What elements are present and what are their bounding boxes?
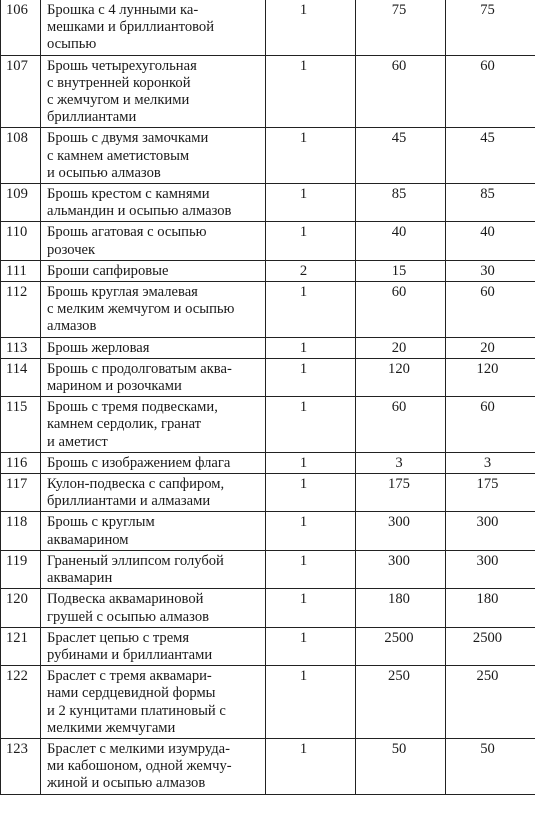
- row-number-cell: 118: [1, 512, 41, 550]
- quantity-cell: 1: [266, 337, 356, 358]
- table-row: [1, 128, 535, 184]
- row-number-cell: 110: [1, 222, 41, 260]
- unit-price-cell: 50: [356, 738, 446, 794]
- unit-price-cell: 180: [356, 589, 446, 627]
- quantity-cell: 1: [266, 452, 356, 473]
- total-price-cell: 3: [446, 452, 535, 473]
- quantity-cell: 1: [266, 222, 356, 260]
- total-price-cell: 60: [446, 55, 535, 128]
- unit-price-cell: 40: [356, 222, 446, 260]
- item-description-cell: Брошь круглая эмалевая с мелким жемчугом и осыпью алмазов: [41, 282, 266, 338]
- total-price-cell: 300: [446, 550, 535, 588]
- row-number-cell: 123: [1, 738, 41, 794]
- item-description-cell: Брошь крестом с камнями альмандин и осыпью алмазов: [41, 184, 266, 222]
- row-number-cell: 116: [1, 452, 41, 473]
- quantity-cell: 1: [266, 397, 356, 453]
- table-row: [1, 55, 535, 128]
- table-row: [1, 512, 535, 550]
- quantity-cell: 1: [266, 512, 356, 550]
- table-row: [1, 222, 535, 260]
- total-price-cell: 120: [446, 358, 535, 396]
- table-row: [1, 627, 535, 665]
- item-description-cell: Брошь с тремя подвесками, камнем сердолик, гранат и аметист: [41, 397, 266, 453]
- quantity-cell: 1: [266, 0, 356, 55]
- total-price-cell: 75: [446, 0, 535, 55]
- total-price-cell: 2500: [446, 627, 535, 665]
- row-number-cell: 107: [1, 55, 41, 128]
- quantity-cell: 1: [266, 282, 356, 338]
- unit-price-cell: 120: [356, 358, 446, 396]
- unit-price-cell: 60: [356, 55, 446, 128]
- quantity-cell: 1: [266, 550, 356, 588]
- item-description-cell: Брошь с двумя замочками с камнем аметистовым и осыпью алмазов: [41, 128, 266, 184]
- unit-price-cell: 300: [356, 550, 446, 588]
- total-price-cell: 40: [446, 222, 535, 260]
- item-description-cell: Брошь с круглым аквамарином: [41, 512, 266, 550]
- item-description-cell: Брошь с изображением флага: [41, 452, 266, 473]
- unit-price-cell: 60: [356, 282, 446, 338]
- unit-price-cell: 45: [356, 128, 446, 184]
- row-number-cell: 120: [1, 589, 41, 627]
- row-number-cell: 108: [1, 128, 41, 184]
- quantity-cell: 2: [266, 260, 356, 281]
- row-number-cell: 112: [1, 282, 41, 338]
- row-number-cell: 121: [1, 627, 41, 665]
- row-number-cell: 109: [1, 184, 41, 222]
- total-price-cell: 300: [446, 512, 535, 550]
- table-row: [1, 282, 535, 338]
- quantity-cell: 1: [266, 474, 356, 512]
- total-price-cell: 20: [446, 337, 535, 358]
- total-price-cell: 180: [446, 589, 535, 627]
- table-row: [1, 397, 535, 453]
- total-price-cell: 50: [446, 738, 535, 794]
- unit-price-cell: 60: [356, 397, 446, 453]
- unit-price-cell: 15: [356, 260, 446, 281]
- table-row: [1, 184, 535, 222]
- quantity-cell: 1: [266, 738, 356, 794]
- unit-price-cell: 20: [356, 337, 446, 358]
- item-description-cell: Браслет цепью с тремя рубинами и бриллиантами: [41, 627, 266, 665]
- unit-price-cell: 250: [356, 666, 446, 739]
- quantity-cell: 1: [266, 589, 356, 627]
- quantity-cell: 1: [266, 128, 356, 184]
- row-number-cell: 119: [1, 550, 41, 588]
- item-description-cell: Кулон-подвеска с сапфиром, бриллиантами и алмазами: [41, 474, 266, 512]
- row-number-cell: 117: [1, 474, 41, 512]
- unit-price-cell: 175: [356, 474, 446, 512]
- table-row: [1, 358, 535, 396]
- total-price-cell: 60: [446, 397, 535, 453]
- item-description-cell: Броши сапфировые: [41, 260, 266, 281]
- unit-price-cell: 300: [356, 512, 446, 550]
- total-price-cell: 250: [446, 666, 535, 739]
- quantity-cell: 1: [266, 666, 356, 739]
- total-price-cell: 45: [446, 128, 535, 184]
- item-description-cell: Граненый эллипсом голубой аквамарин: [41, 550, 266, 588]
- unit-price-cell: 2500: [356, 627, 446, 665]
- unit-price-cell: 85: [356, 184, 446, 222]
- inventory-table-body: [1, 0, 535, 794]
- item-description-cell: Брошь четырехугольная с внутренней коронкой с жемчугом и мелкими бриллиантами: [41, 55, 266, 128]
- item-description-cell: Подвеска аквамариновой грушей с осыпью алмазов: [41, 589, 266, 627]
- quantity-cell: 1: [266, 358, 356, 396]
- table-row: [1, 474, 535, 512]
- item-description-cell: Браслет с мелкими изумруда- ми кабошоном, одной жемчу- жиной и осыпью алмазов: [41, 738, 266, 794]
- table-row: [1, 666, 535, 739]
- quantity-cell: 1: [266, 55, 356, 128]
- row-number-cell: 115: [1, 397, 41, 453]
- row-number-cell: 106: [1, 0, 41, 55]
- quantity-cell: 1: [266, 184, 356, 222]
- total-price-cell: 175: [446, 474, 535, 512]
- item-description-cell: Браслет с тремя аквамари- нами сердцевидной формы и 2 кунцитами платиновый с мелкими жемчугами: [41, 666, 266, 739]
- table-row: [1, 589, 535, 627]
- total-price-cell: 85: [446, 184, 535, 222]
- table-row: [1, 0, 535, 55]
- unit-price-cell: 3: [356, 452, 446, 473]
- total-price-cell: 30: [446, 260, 535, 281]
- table-row: [1, 260, 535, 281]
- item-description-cell: Брошь жерловая: [41, 337, 266, 358]
- table-row: [1, 550, 535, 588]
- table-row: [1, 337, 535, 358]
- quantity-cell: 1: [266, 627, 356, 665]
- table-row: [1, 452, 535, 473]
- item-description-cell: Брошь агатовая с осыпью розочек: [41, 222, 266, 260]
- unit-price-cell: 75: [356, 0, 446, 55]
- item-description-cell: Брошь с продолговатым аква- марином и розочками: [41, 358, 266, 396]
- row-number-cell: 111: [1, 260, 41, 281]
- total-price-cell: 60: [446, 282, 535, 338]
- row-number-cell: 113: [1, 337, 41, 358]
- table-row: [1, 738, 535, 794]
- row-number-cell: 114: [1, 358, 41, 396]
- item-description-cell: Брошка с 4 лунными ка- мешками и бриллиантовой осыпью: [41, 0, 266, 55]
- row-number-cell: 122: [1, 666, 41, 739]
